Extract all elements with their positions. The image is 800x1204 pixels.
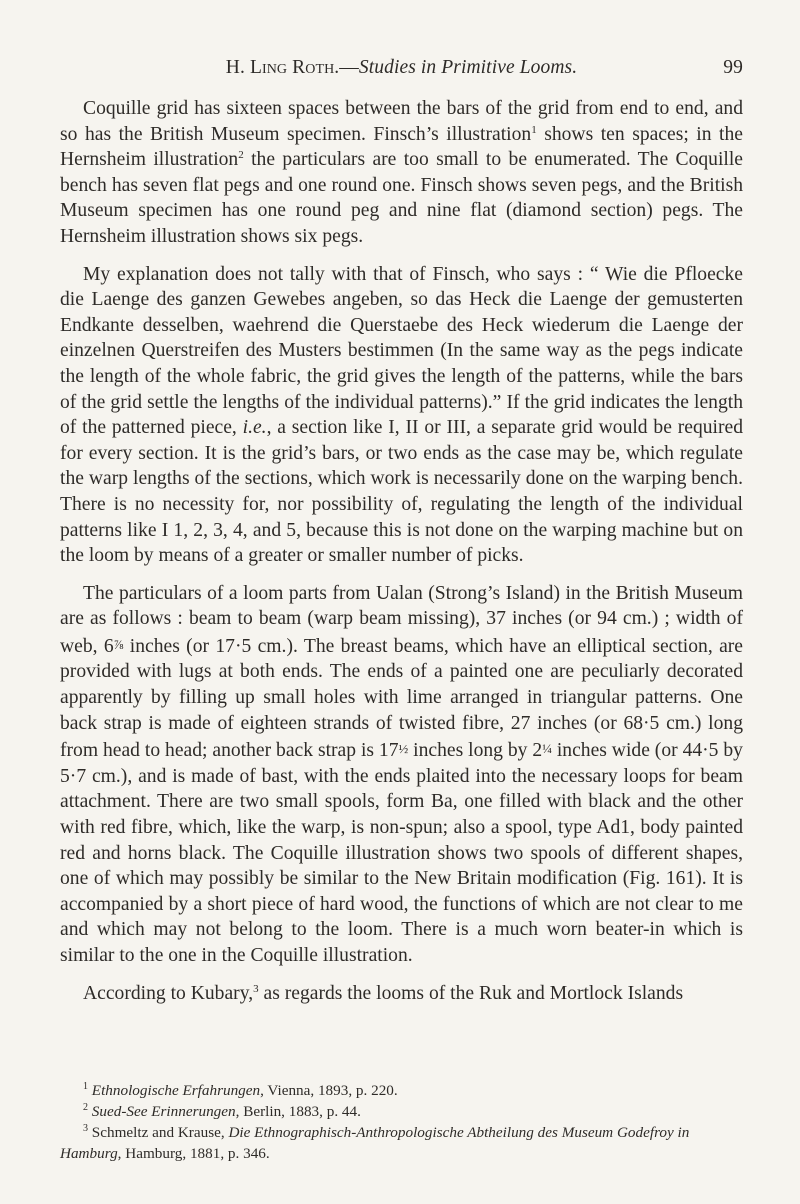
author-initial: H. xyxy=(225,57,250,78)
footnote-2 xyxy=(60,1101,743,1122)
footnote-title: Die Ethnographisch-Anthropologische Abtheilung des Museum Godefroy in Hamburg xyxy=(60,1124,690,1162)
author-name-part: L xyxy=(249,57,262,78)
footnote-ref-2: 2 xyxy=(238,149,244,162)
text-run: inches long by 2 xyxy=(408,740,543,762)
fraction: ½ xyxy=(398,741,409,757)
author-name-part: ing xyxy=(261,57,288,78)
footnote-text: , Berlin, 1883, p. 44. xyxy=(235,1103,361,1120)
running-header xyxy=(60,57,743,83)
footnote-number: 3 xyxy=(83,1123,88,1134)
footnote-1 xyxy=(60,1080,743,1101)
author-name-part: oth. xyxy=(305,57,340,78)
footnote-number: 2 xyxy=(83,1102,88,1113)
header-dash: — xyxy=(339,57,359,78)
running-head-text xyxy=(60,57,743,79)
footnote-title: Ethnologische Erfahrungen xyxy=(91,1082,261,1099)
footnote-text: , Vienna, 1893, p. 220. xyxy=(260,1082,398,1099)
text-run: According to Kubary, xyxy=(83,982,254,1004)
footnotes xyxy=(60,1080,743,1164)
footnote-title: Sued-See Erinnerungen xyxy=(91,1103,236,1120)
footnote-text: , Hamburg, 1881, p. 346. xyxy=(117,1145,270,1162)
footnote-ref-1: 1 xyxy=(531,123,537,136)
text-run: , a section like I, II or III, a separate grid would be required for every section. It is the grid’s bars, or two ends as the case may be, which regulate the warp lengths of the sections, which work is necessarily done on the warping bench. There is no necessity for, nor possibility of, regulating the length of the individual patterns like I 1, 2, 3, 4, and 5, because this is not done on the warping machine but on the loom by means of a greater or smaller number of picks. xyxy=(60,417,743,567)
text-run: inches wide (or 44·5 by 5·7 cm.), and is made of bast, with the ends plaited into the necessary loops for beam attachment. There are two small spools, form Ba, one filled with black and the other with red fibre, which, like the warp, is non-spun; also a spool, type Ad1, body painted red and horns black. The Coquille illustration shows two spools of different shapes, one of which may possibly be similar to the New Britain modification (Fig. 161). It is accompanied by a short piece of hard wood, the functions of which are not clear to me and which may not belong to the loom. There is a much worn beater-in which is similar to the one in the Coquille illustration. xyxy=(60,740,743,966)
author-name-part: R xyxy=(287,57,306,78)
paragraph-1 xyxy=(60,96,743,250)
paragraph-3 xyxy=(60,581,743,969)
text-run: as regards the looms of the Ruk and Mortlock Islands xyxy=(258,982,684,1004)
text-run: shows ten spaces; in the Hernsheim illustration xyxy=(60,123,743,171)
footnote-3 xyxy=(60,1122,743,1164)
italic-abbrev: i.e. xyxy=(242,417,267,439)
paragraph-4 xyxy=(60,981,743,1007)
running-title: Studies in Primitive Looms. xyxy=(358,57,578,78)
footnote-ref-3: 3 xyxy=(253,982,259,995)
footnote-number: 1 xyxy=(83,1081,88,1092)
text-run: the particulars are too small to be enumerated. The Coquille bench has seven flat pegs and one round one. Finsch shows seven pegs, and the British Museum specimen has one round peg and nine flat (diamond section) pegs. The Hernsheim illustration shows six pegs. xyxy=(60,149,743,247)
page-number: 99 xyxy=(723,57,743,78)
footnote-text: Schmeltz and Krause, xyxy=(88,1124,229,1141)
text-run: Coquille grid has sixteen spaces between the bars of the grid from end to end, and so has the British Museum specimen. Finsch’s illustration xyxy=(60,98,743,145)
fraction: ⅞ xyxy=(113,636,124,652)
text-run: The particulars of a loom parts from Ualan (Strong’s Island) in the British Museum are as follows : beam to beam (warp beam missing), 37 inches (or 94 cm.) ; width of web, 6 xyxy=(60,582,743,657)
text-run: My explanation does not tally with that of Finsch, who says : “ Wie die Pfloecke die Laenge des ganzen Gewebes angeben, so das Heck die Laenge der gemusterten Endkante desselben, waehrend die Querstaebe des Heck wiederum die Laenge der einzelnen Querstreifen des Musters bestimmen (In the same way as the pegs indicate the length of the whole fabric, the grid gives the length of the patterns, while the bars of the grid settle the lengths of the individual patterns).” If the grid indicates the length of the patterned piece, xyxy=(60,263,743,439)
paragraph-2 xyxy=(60,262,743,569)
text-run: inches (or 17·5 cm.). The breast beams, which have an elliptical section, are provided with lugs at both ends. The ends of a painted one are peculiarly decorated apparently by filling up small holes with lime arranged in triangular patterns. One back strap is made of eighteen strands of twisted fibre, 27 inches (or 68·5 cm.) long from head to head; another back strap is 17 xyxy=(60,635,743,762)
body-text xyxy=(60,96,743,1006)
fraction: ¼ xyxy=(542,741,552,757)
